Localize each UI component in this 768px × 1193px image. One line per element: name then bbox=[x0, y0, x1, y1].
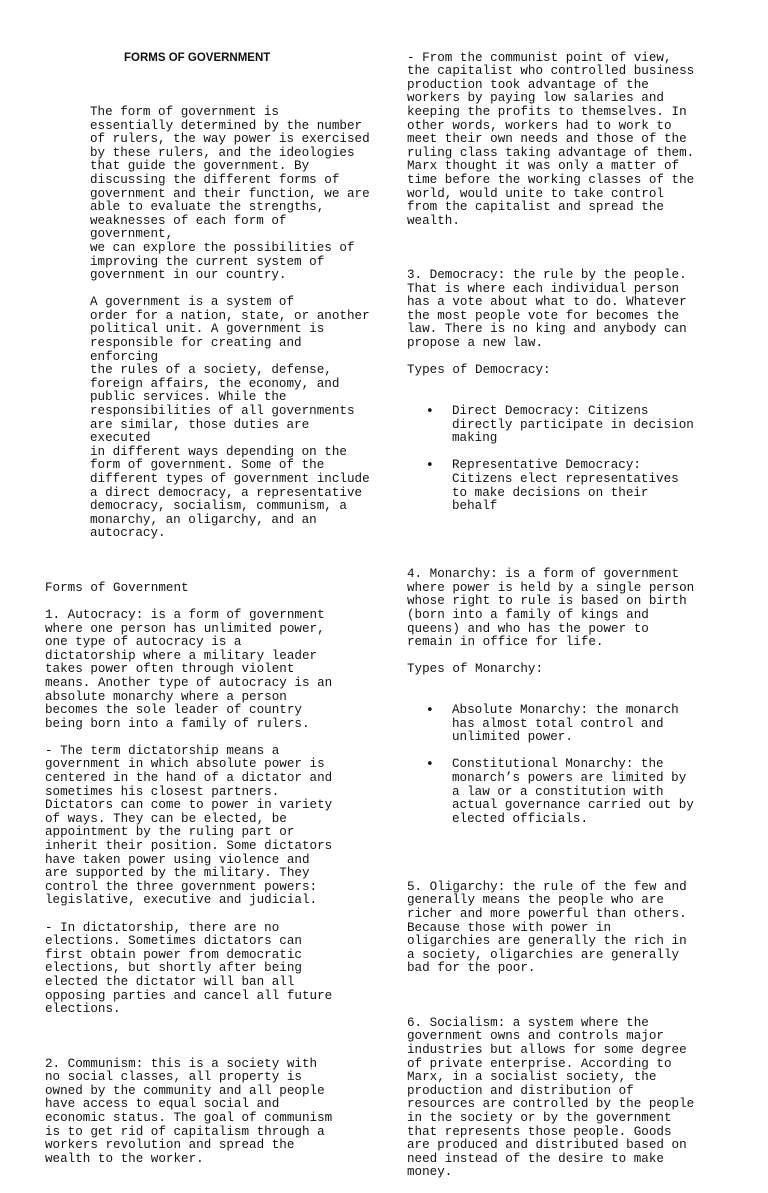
forms-heading: Forms of Government bbox=[45, 580, 189, 595]
communist-view-paragraph: - From the communist point of view, the capitalist who controlled business production took advantage of the workers by paying low salaries and keeping the profits to themselves. In other words, workers had to work to meet their own needs and those of the ruling class taking advantage of them. Marx thought it was only a matter of time before the working classes of the world, would unite to take control from the capitalist and spread the wealth. bbox=[407, 50, 695, 228]
democracy-types-list bbox=[407, 391, 742, 527]
spacer bbox=[45, 555, 370, 569]
list-item: • Constitutional Monarchy: the monarch’s powers are limited by a law or a constitution with actual governance carried out by elected officials. bbox=[407, 758, 742, 826]
spacer bbox=[407, 242, 742, 256]
autocracy-section: 1. Autocracy: is a form of government where one person has unlimited power, one type of autocracy is a dictatorship where a military leader takes power often through violent means. Another type of autocracy is an absolute monarchy where a person becomes the sole leader of country being born into a family of rulers. bbox=[45, 607, 333, 731]
socialism-section: 6. Socialism: a system where the government owns and controls major industries but allows for some degree of private enterprise. According to Marx, in a socialist society, the production and distribution of resources are controlled by the people in the society or by the government that represents those people. Goods are produced and distributed based on need instead of the desire to make money. bbox=[407, 1015, 695, 1180]
spacer bbox=[45, 1030, 370, 1044]
spacer bbox=[407, 854, 742, 868]
document-title: FORMS OF GOVERNMENT bbox=[124, 51, 271, 64]
dictatorship-paragraph: - The term dictatorship means a government in which absolute power is centered in the hand of a dictator and sometimes his closest partners. Dictators can come to power in variety of ways. They can be elected, be appointment by the ruling part or inherit their position. Some dictators have taken power using violence and are supported by the military. They control the three government powers: legislative, executive and judicial. bbox=[45, 743, 333, 908]
spacer bbox=[45, 79, 370, 93]
right-column bbox=[407, 38, 742, 1193]
left-column bbox=[45, 38, 370, 1180]
intro-paragraph-2: A government is a system of order for a nation, state, or another political unit. A government is responsible for creating and enforcing the rules of a society, defense, foreign affairs, the economy, and public services. While the responsibilities of all governments are similar, those duties are executed in different ways depending on the form of government. Some of the different types of government include a direct democracy, a representative democracy, socialism, communism, a monarchy, an oligarchy, and an autocracy. bbox=[90, 295, 370, 541]
list-item: • Representative Democracy: Citizens elect representatives to make decisions on their behalf bbox=[407, 459, 742, 513]
list-item: • Direct Democracy: Citizens directly participate in decision making bbox=[407, 405, 742, 446]
oligarchy-section: 5. Oligarchy: the rule of the few and generally means the people who are richer and more powerful than others. Because those with power in oligarchies are generally the rich in a society, oligarchies are generally bad for the poor. bbox=[407, 879, 687, 976]
communism-section: 2. Communism: this is a society with no social classes, all property is owned by the community and all people have access to equal social and economic status. The goal of communism is to get rid of capitalism through a workers revolution and spread the wealth to the worker. bbox=[45, 1056, 333, 1166]
spacer bbox=[407, 541, 742, 555]
monarchy-types-heading: Types of Monarchy: bbox=[407, 662, 544, 677]
monarchy-section: 4. Monarchy: is a form of government where power is held by a single person whose right to rule is based on birth (born into a family of kings and queens) and who has the power to remain in office for life. bbox=[407, 567, 695, 650]
no-elections-paragraph: - In dictatorship, there are no elections. Sometimes dictators can first obtain power from democratic elections, but shortly after being elected the dictator will ban all opposing parties and cancel all future elections. bbox=[45, 920, 333, 1017]
intro-paragraph-1: The form of government is essentially determined by the number of rulers, the way power is exercised by these rulers, and the ideologies that guide the government. By discussing the different forms of government and their function, we are able to evaluate the strengths, weaknesses of each form of government, we can explore the possibilities of improving the current system of government in our country. bbox=[90, 104, 370, 283]
democracy-section: 3. Democracy: the rule by the people. That is where each individual person has a vote about what to do. Whatever the most people vote for becomes the law. There is no king and anybody can propose a new law. bbox=[407, 268, 687, 351]
spacer bbox=[407, 990, 742, 1004]
democracy-types-heading: Types of Democracy: bbox=[407, 363, 551, 378]
list-item: • Absolute Monarchy: the monarch has almost total control and unlimited power. bbox=[407, 704, 742, 745]
monarchy-types-list bbox=[407, 691, 742, 841]
